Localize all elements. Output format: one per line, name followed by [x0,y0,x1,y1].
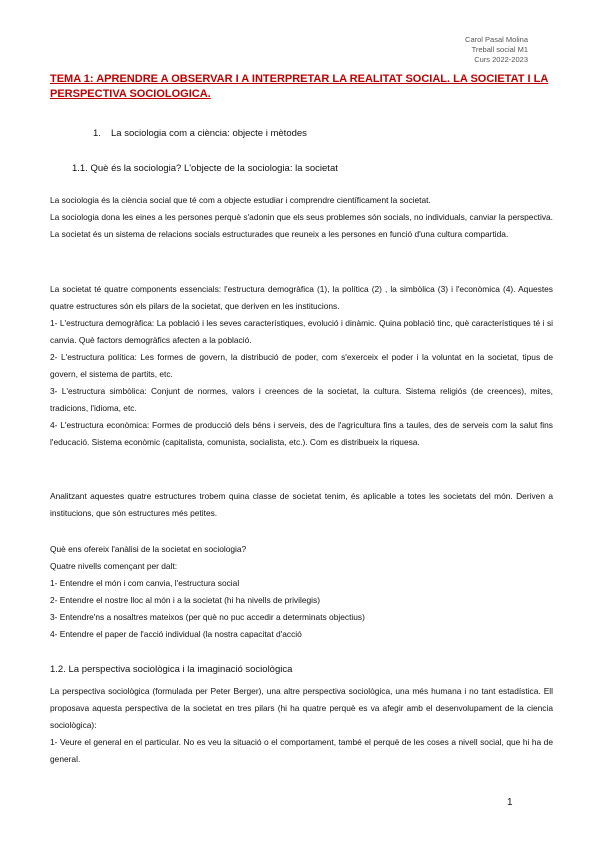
paragraph-line: La sociologia dona les eines a les persones perquè s'adonin que els seus problemes són socials, no individuals, canviar la perspectiva. La societat és un sistema de relacions socials estructurades que reuneix a les persones en funció d'una cultura compartida. [50,212,553,239]
header-year: Curs 2022-2023 [474,55,528,64]
list-item: 1- Veure el general en el particular. No es veu la situació o el comportament, també el perquè de les coses a nivell social, que hi ha de general. [50,737,553,764]
paragraph-components [50,281,553,451]
subsection-heading-1-2: 1.2. La perspectiva sociològica i la imaginació sociològica [50,664,293,675]
paragraph-levels [50,541,553,643]
document-header [465,35,528,65]
list-item: 4- Entendre el paper de l'acció individual (la nostra capacitat d'acció [50,629,302,639]
document-title: TEMA 1: APRENDRE A OBSERVAR I A INTERPRETAR LA REALITAT SOCIAL. LA SOCIETAT I LA PERSPECTIVA SOCIOLOGICA. [50,73,549,100]
paragraph-line: Quatre nivells començant per dalt: [50,561,178,571]
list-item: 2- L'estructura política: Les formes de govern, la distribució de poder, com s'exerceix el poder i la voluntat en la societat, tipus de govern, el sistema de partits, etc. [50,352,553,379]
paragraph-line: La societat té quatre components essencials: l'estructura demogràfica (1), la política (2) , la simbòlica (3) i l'econòmica (4). Aquestes quatre estructures són els pilars de la societat, que deriven en les institucions. [50,284,553,311]
list-item: 1- Entendre el món i com canvia, l'estructura social [50,578,240,588]
paragraph-line: La perspectiva sociològica (formulada per Peter Berger), una altre perspectiva sociològica, una més humana i no tant estadística. Ell proposava aquesta perspectiva de la societat en tres pilars (hi ha quatre perquè es va afegir amb el desenvolupament de la ciencia sociològica): [50,686,553,730]
list-item: 3- Entendre'ns a nosaltres mateixos (per què no puc accedir a determinats objectius) [50,612,365,622]
list-item: 2- Entendre el nostre lloc al món i a la societat (hi ha nivells de privilegis) [50,595,320,605]
list-item: 1- L'estructura demogràfica: La població i les seves característiques, evolució i dinàmic. Quina població tinc, què característiques té i si canvia. Què factors demogràfics afecten a la població. [50,318,553,345]
section-heading-1 [93,128,307,139]
list-item: 4- L'estructura econòmica: Formes de producció dels béns i serveis, des de l'agricultura fins a taules, des de serveis com la salut fins l'educació. Sistema econòmic (capitalista, comunista, socialista, etc.). Com es distribueix la riquesa. [50,420,553,447]
header-course: Treball social M1 [471,45,528,54]
subsection-heading-1-1: 1.1. Què és la sociologia? L'objecte de la sociologia: la societat [72,163,338,174]
section-number: 1. [93,128,101,139]
section-title: La sociologia com a ciència: objecte i mètodes [111,128,307,139]
paragraph-analysis: Analitzant aquestes quatre estructures trobem quina classe de societat tenim, és aplicable a totes les societats del món. Deriven a institucions, que són estructures més petites. [50,491,553,518]
paragraph-line: La sociologia és la ciència social que té com a objecte estudiar i comprendre científicament la societat. [50,195,431,205]
paragraph-line: Què ens ofereix l'anàlisi de la societat en sociologia? [50,544,247,554]
paragraph-perspective [50,683,553,768]
paragraph-definition [50,192,553,243]
header-author: Carol Pasal Molina [465,35,528,44]
page-number: 1 [507,797,513,808]
list-item: 3- L'estructura simbòlica: Conjunt de normes, valors i creences de la societat, la cultura. Sistema religiós (de creences), mites, tradicions, l'idioma, etc. [50,386,553,413]
